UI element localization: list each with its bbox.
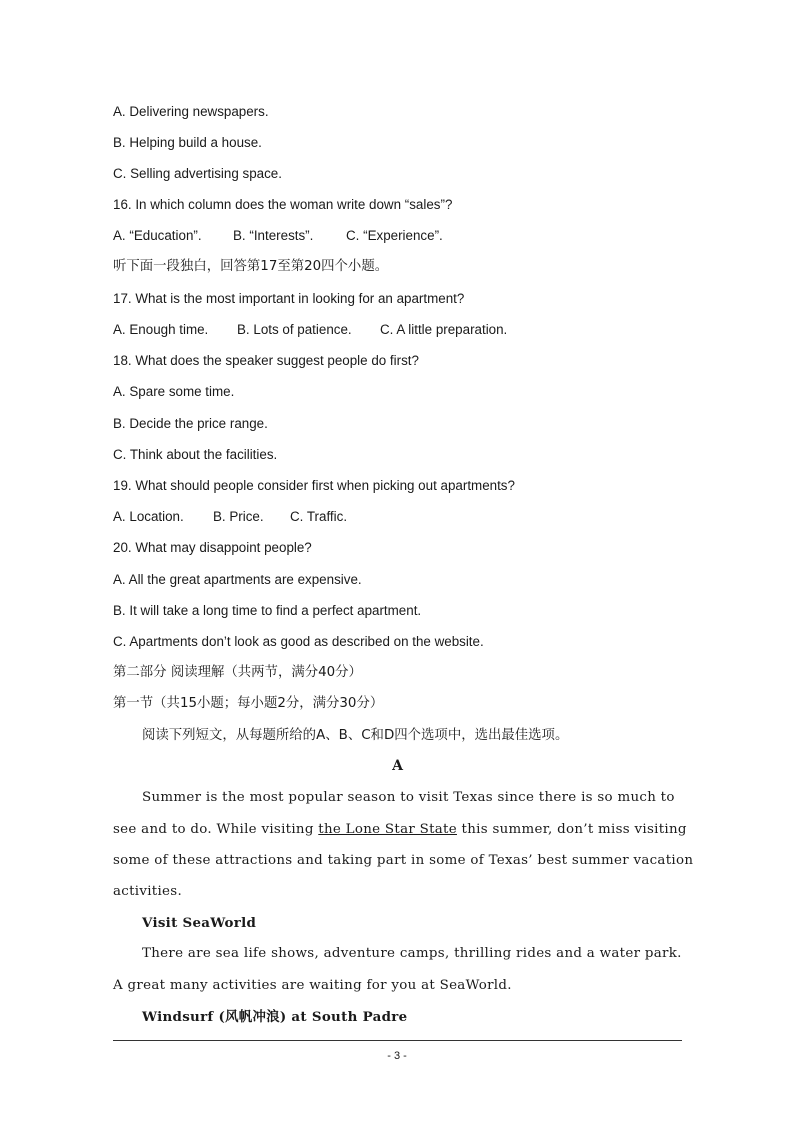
q15-option-b: B. Helping build a house. <box>113 135 262 150</box>
q15-option-c: C. Selling advertising space. <box>113 166 282 181</box>
q19-option-b: B. Price. <box>213 509 264 524</box>
q17-question: 17. What is the most important in looking for an apartment? <box>113 291 465 306</box>
seaworld-line-1: There are sea life shows, adventure camps, thrilling rides and a water park. <box>142 946 682 961</box>
q17-option-b: B. Lots of patience. <box>237 322 352 337</box>
q16-options <box>113 227 443 245</box>
q19-option-a: A. Location. <box>113 509 184 524</box>
passage-line-2-post: this summer, don’t miss visiting <box>456 822 687 837</box>
seaworld-line-2: A great many activities are waiting for you at SeaWorld. <box>113 978 512 993</box>
passage-line-4: activities. <box>113 884 183 899</box>
q19-options <box>113 508 347 526</box>
q20-option-c: C. Apartments don’t look as good as described on the website. <box>113 634 484 649</box>
monologue-instruction: 听下面一段独白，回答第17至第20四个小题。 <box>113 259 389 274</box>
page-number: - 3 - <box>387 1050 407 1062</box>
passage-line-2 <box>113 821 687 839</box>
q19-question: 19. What should people consider first when picking out apartments? <box>113 478 515 493</box>
section1-heading: 第一节（共15小题；每小题2分，满分30分） <box>113 696 384 711</box>
q20-question: 20. What may disappoint people? <box>113 540 312 555</box>
q16-question: 16. In which column does the woman write down “sales”? <box>113 197 453 212</box>
windsurf-heading: Windsurf (风帆冲浪) at South Padre <box>142 1009 408 1025</box>
q18-option-c: C. Think about the facilities. <box>113 447 278 462</box>
passage-line-2-pre: see and to do. While visiting <box>113 822 319 837</box>
q20-option-b: B. It will take a long time to find a perfect apartment. <box>113 603 422 618</box>
part2-heading: 第二部分 阅读理解（共两节，满分40分） <box>113 665 362 680</box>
q18-question: 18. What does the speaker suggest people do first? <box>113 353 419 368</box>
q17-option-c: C. A little preparation. <box>380 322 508 337</box>
q15-option-a: A. Delivering newspapers. <box>113 104 269 119</box>
q16-option-b: B. “Interests”. <box>233 228 314 243</box>
q18-option-a: A. Spare some time. <box>113 384 235 399</box>
reading-instruction: 阅读下列短文，从每题所给的A、B、C和D四个选项中，选出最佳选项。 <box>142 728 569 743</box>
seaworld-heading: Visit SeaWorld <box>142 915 257 931</box>
passage-line-1: Summer is the most popular season to visit Texas since there is so much to <box>142 790 675 805</box>
q19-option-c: C. Traffic. <box>290 509 348 524</box>
q18-option-b: B. Decide the price range. <box>113 416 268 431</box>
q16-option-a: A. “Education”. <box>113 228 202 243</box>
passage-letter: A <box>392 758 403 774</box>
q20-option-a: A. All the great apartments are expensive. <box>113 572 362 587</box>
passage-line-3: some of these attractions and taking part in some of Texas’ best summer vacation <box>113 853 694 868</box>
q17-option-a: A. Enough time. <box>113 322 209 337</box>
lone-star-state-link: the Lone Star State <box>318 822 457 837</box>
q16-option-c: C. “Experience”. <box>346 228 443 243</box>
footer-rule <box>113 1040 682 1041</box>
q17-options <box>113 321 507 339</box>
